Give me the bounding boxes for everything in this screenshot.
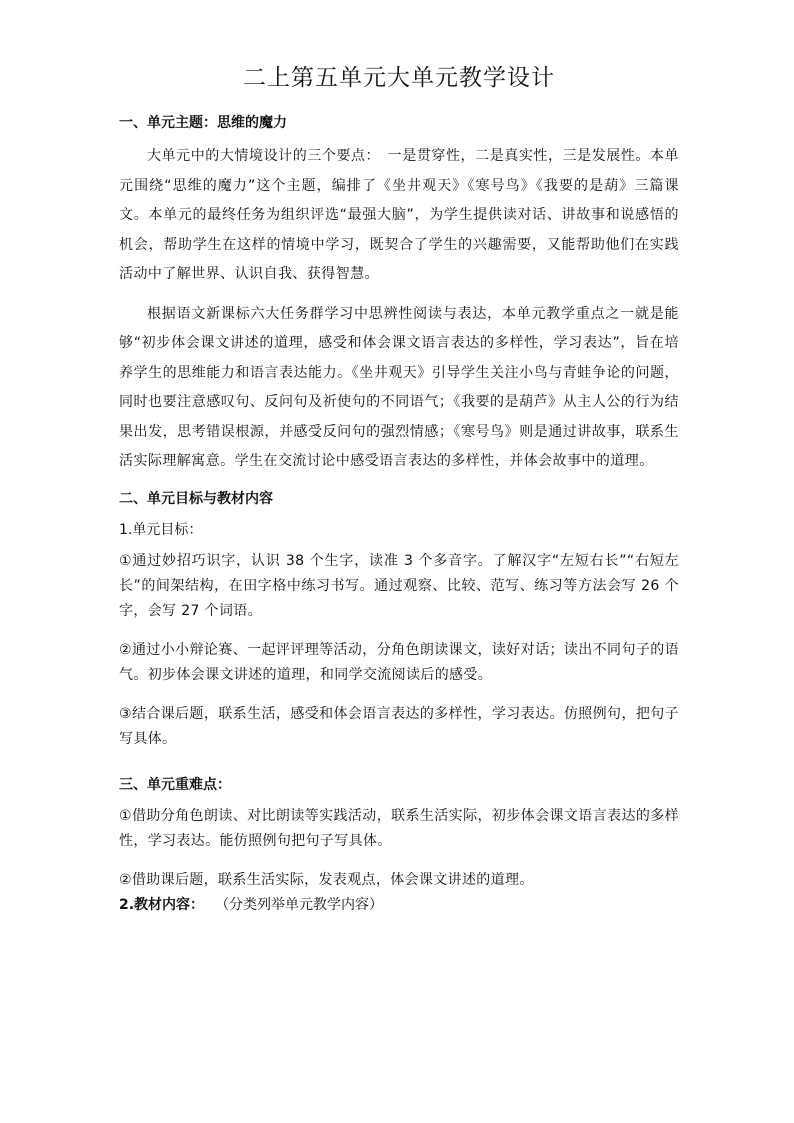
key-point-item-2: ②借助课后题，联系生活实际，发表观点，体会课文讲述的道理。 <box>119 871 534 888</box>
materials-label: 2.教材内容： <box>119 896 205 913</box>
theme-paragraph-1: 大单元中的大情境设计的三个要点： 一是贯穿性，二是真实性，三是发展性。本单元围绕“思维的魔力”这个主题，编排了《坐井观天》《寒号鸟》《我要的是葫》三篇课文。本单元的最终任务为组织评选“最强大脑”，为学生提供读对话、讲故事和说感悟的机会，帮助学生在这样的情境中学习，既契合了学生的兴趣需要，又能帮助他们在实践活动中了解世界、认识自我、获得智慧。 <box>119 148 679 282</box>
key-point-item-1: ①借助分角色朗读、对比朗读等实践活动，联系生活实际，初步体会课文语言表达的多样性，学习表达。能仿照例句把句子写具体。 <box>119 807 679 849</box>
goal-item-1: ①通过妙招巧识字，认识 38 个生字，读准 3 个多音字。了解汉字“左短右长”“右短左长”的间架结构，在田字格中练习书写。通过观察、比较、范写、练习等方法会写 26 个字，会写 27 个词语。 <box>119 552 679 619</box>
theme-paragraph-2: 根据语文新课标六大任务群学习中思辨性阅读与表达，本单元教学重点之一就是能够“初步体会课文讲述的道理，感受和体会课文语言表达的多样性，学习表达”，旨在培养学生的思维能力和语言表达能力。《坐井观天》引导学生关注小鸟与青蛙争论的问题，同时也要注意感叹句、反问句及祈使句的不同语气；《我要的是葫芦》从主人公的行为结果出发，思考错误根源，并感受反问句的强烈情感；《寒号鸟》则是通过讲故事，联系生活实际理解寓意。学生在交流讨论中感受语言表达的多样性，并体会故事中的道理。 <box>119 305 679 469</box>
goals-subheading: 1.单元目标： <box>119 521 203 538</box>
materials-line <box>119 893 679 917</box>
section-heading-theme: 一、单元主题：思维的魔力 <box>119 115 287 131</box>
goal-item-2: ②通过小小辩论赛、一起评评理等活动，分角色朗读课文，读好对话；读出不同句子的语气。初步体会课文讲述的道理，和同学交流阅读后的感受。 <box>119 641 679 683</box>
materials-note: （分类列举单元教学内容） <box>222 896 384 913</box>
document-page <box>119 58 679 917</box>
section-heading-key-points: 三、单元重难点： <box>119 776 231 793</box>
goal-item-3: ③结合课后题，联系生活，感受和体会语言表达的多样性，学习表达。仿照例句，把句子写具体。 <box>119 705 679 747</box>
document-title: 二上第五单元大单元教学设计 <box>243 65 555 91</box>
section-heading-goals: 二、单元目标与教材内容 <box>119 490 273 507</box>
